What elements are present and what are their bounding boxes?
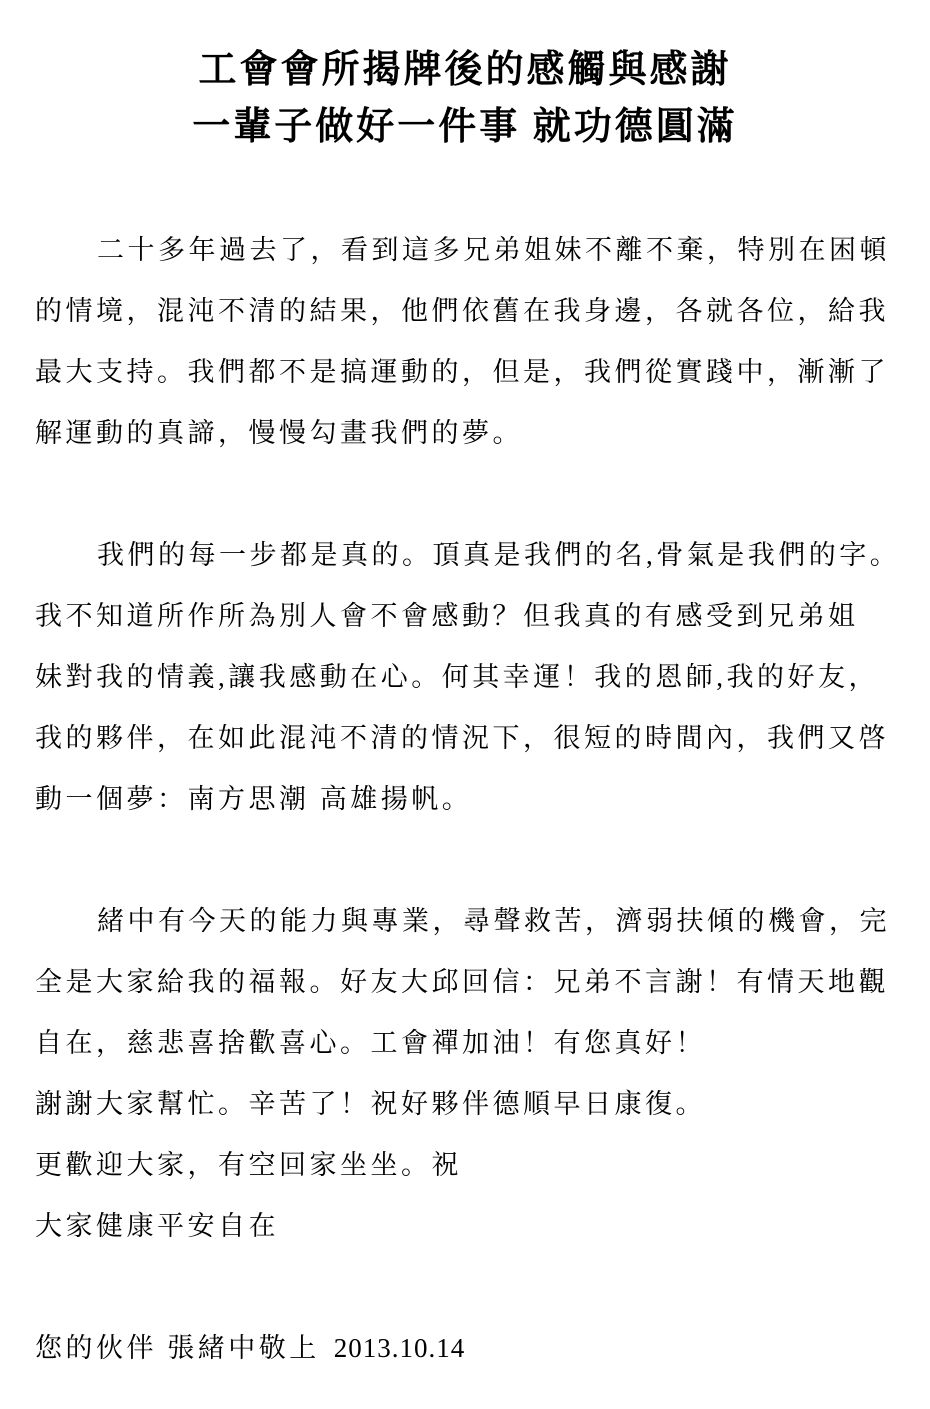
paragraph-line: 二十多年過去了，看到這多兄弟姐妹不離不棄，特別在困頓: [97, 235, 890, 265]
signature-name: 您的伙伴 張緒中敬上: [35, 1333, 320, 1363]
paragraph-line: 最大支持。我們都不是搞運動的，但是，我們從實踐中，漸漸了: [35, 357, 889, 387]
title-line-main: 工會會所揭牌後的感觸與感謝: [198, 49, 732, 91]
paragraph-1: [35, 220, 905, 464]
paragraph-line: 的情境，混沌不清的結果，他們依舊在我身邊，各就各位，給我: [35, 296, 889, 326]
paragraph-line: 妹對我的情義,讓我感動在心。何其幸運！我的恩師,我的好友，: [35, 662, 879, 692]
paragraph-line: 解運動的真諦，慢慢勾畫我們的夢。: [35, 418, 523, 448]
letter-body: [35, 220, 905, 1379]
paragraph-line: 緒中有今天的能力與專業，尋聲救苦，濟弱扶傾的機會，完: [97, 906, 890, 936]
letter-title: [0, 42, 930, 156]
paragraph-line: 全是大家給我的福報。好友大邱回信：兄弟不言謝！有情天地觀: [35, 967, 889, 997]
paragraph-3: [35, 891, 905, 1074]
closing-line: 大家健康平安自在: [35, 1211, 279, 1241]
paragraph-line: 自在，慈悲喜捨歡喜心。工會禪加油！有您真好！: [35, 1028, 706, 1058]
paragraph-2: [35, 525, 905, 830]
closing-line: 謝謝大家幫忙。辛苦了！祝好夥伴德順早日康復。: [35, 1089, 706, 1119]
paragraph-line: 我們的每一步都是真的。頂真是我們的名,骨氣是我們的字。: [97, 540, 901, 570]
closing-lines: [35, 1074, 905, 1257]
signature: [35, 1318, 905, 1379]
paragraph-line: 我不知道所作所為別人會不會感動？但我真的有感受到兄弟姐: [35, 601, 859, 631]
closing-line: 更歡迎大家，有空回家坐坐。祝: [35, 1150, 462, 1180]
signature-date: 2013.10.14: [333, 1333, 466, 1363]
paragraph-line: 動一個夢：南方思潮 高雄揚帆。: [35, 784, 473, 814]
title-line-subtitle: 一輩子做好一件事 就功德圓滿: [192, 106, 738, 148]
paragraph-line: 我的夥伴，在如此混沌不清的情況下，很短的時間內，我們又啓: [35, 723, 889, 753]
